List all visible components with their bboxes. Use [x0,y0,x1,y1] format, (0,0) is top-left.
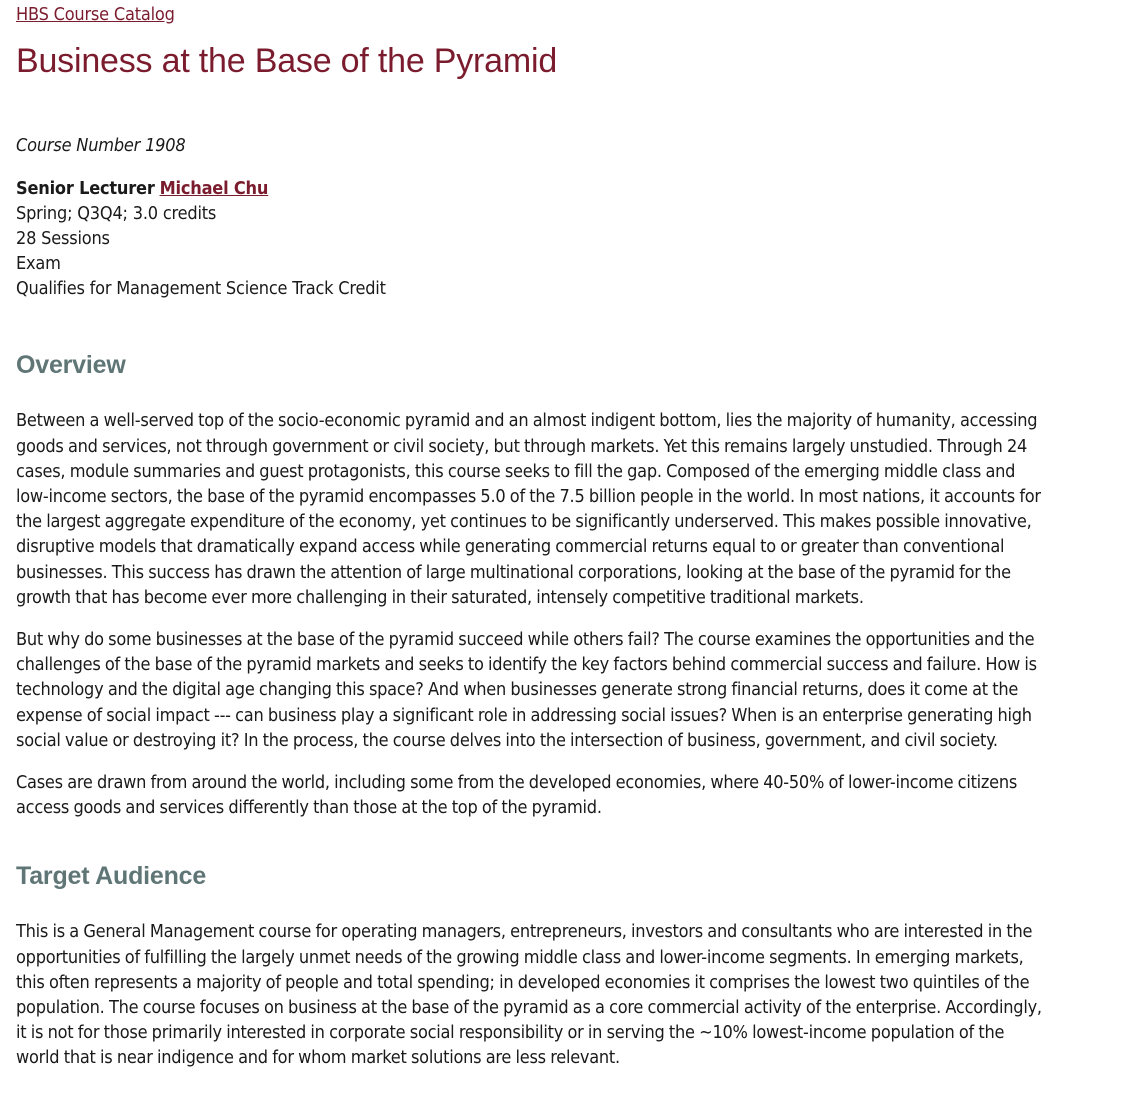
instructor-role: Senior Lecturer [16,178,155,200]
overview-heading: Overview [16,351,126,380]
overview-paragraph-1: Between a well-served top of the socio-economic pyramid and an almost indigent bottom, lies the majority of humanity, accessing goods and services, not through government or civil society, but through markets. Yet this remains largely unstudied. Through 24 cases, module summaries and guest protagonists, this course seeks to fill the gap. Composed of the emerging middle class and low-income sectors, the base of the pyramid encompasses 5.0 of the 7.5 billion people in the world. In most nations, it accounts for the largest aggregate expenditure of the economy, yet continues to be significantly underserved. This makes possible innovative, disruptive models that dramatically expand access while generating commercial returns equal to or greater than conventional businesses. This success has drawn the attention of large multinational corporations, looking at the base of the pyramid for the growth that has become ever more challenging in their saturated, intensely competitive traditional markets. [16,410,1041,608]
instructor-line [16,176,1046,201]
overview-paragraph-3: Cases are drawn from around the world, including some from the developed economies, where 40-50% of lower-income citizens access goods and services differently than those at the top of the pyramid. [16,772,1018,819]
target-audience-heading: Target Audience [16,862,207,891]
detail-sessions: 28 Sessions [16,228,110,250]
detail-schedule: Spring; Q3Q4; 3.0 credits [16,203,217,225]
course-meta [16,176,1046,301]
target-audience-paragraph: This is a General Management course for operating managers, entrepreneurs, investors and consultants who are interested in the opportunities of fulfilling the largely unmet needs of the growing middle class and lower-income segments. In emerging markets, this often represents a majority of people and total spending; in developed economies it comprises the lowest two quintiles of the population. The course focuses on business at the base of the pyramid as a core commercial activity of the enterprise. Accordingly, it is not for those primarily interested in corporate social responsibility or in serving the ~10% lowest-income population of the world that is near indigence and for whom market solutions are less relevant. [16,921,1042,1069]
course-number: Course Number 1908 [16,135,186,157]
detail-exam: Exam [16,253,61,275]
overview-paragraph-2: But why do some businesses at the base of the pyramid succeed while others fail? The course examines the opportunities and the challenges of the base of the pyramid markets and seeks to identify the key factors behind commercial success and failure. How is technology and the digital age changing this space? And when businesses generate strong financial returns, does it come at the expense of social impact --- can business play a significant role in addressing social issues? When is an enterprise generating high social value or destroying it? In the process, the course delves into the intersection of business, government, and civil society. [16,629,1037,751]
breadcrumb-link[interactable]: HBS Course Catalog [16,4,175,25]
instructor-link[interactable]: Michael Chu [159,178,269,200]
detail-track-credit: Qualifies for Management Science Track Credit [16,278,386,300]
page-title: Business at the Base of the Pyramid [16,42,558,80]
